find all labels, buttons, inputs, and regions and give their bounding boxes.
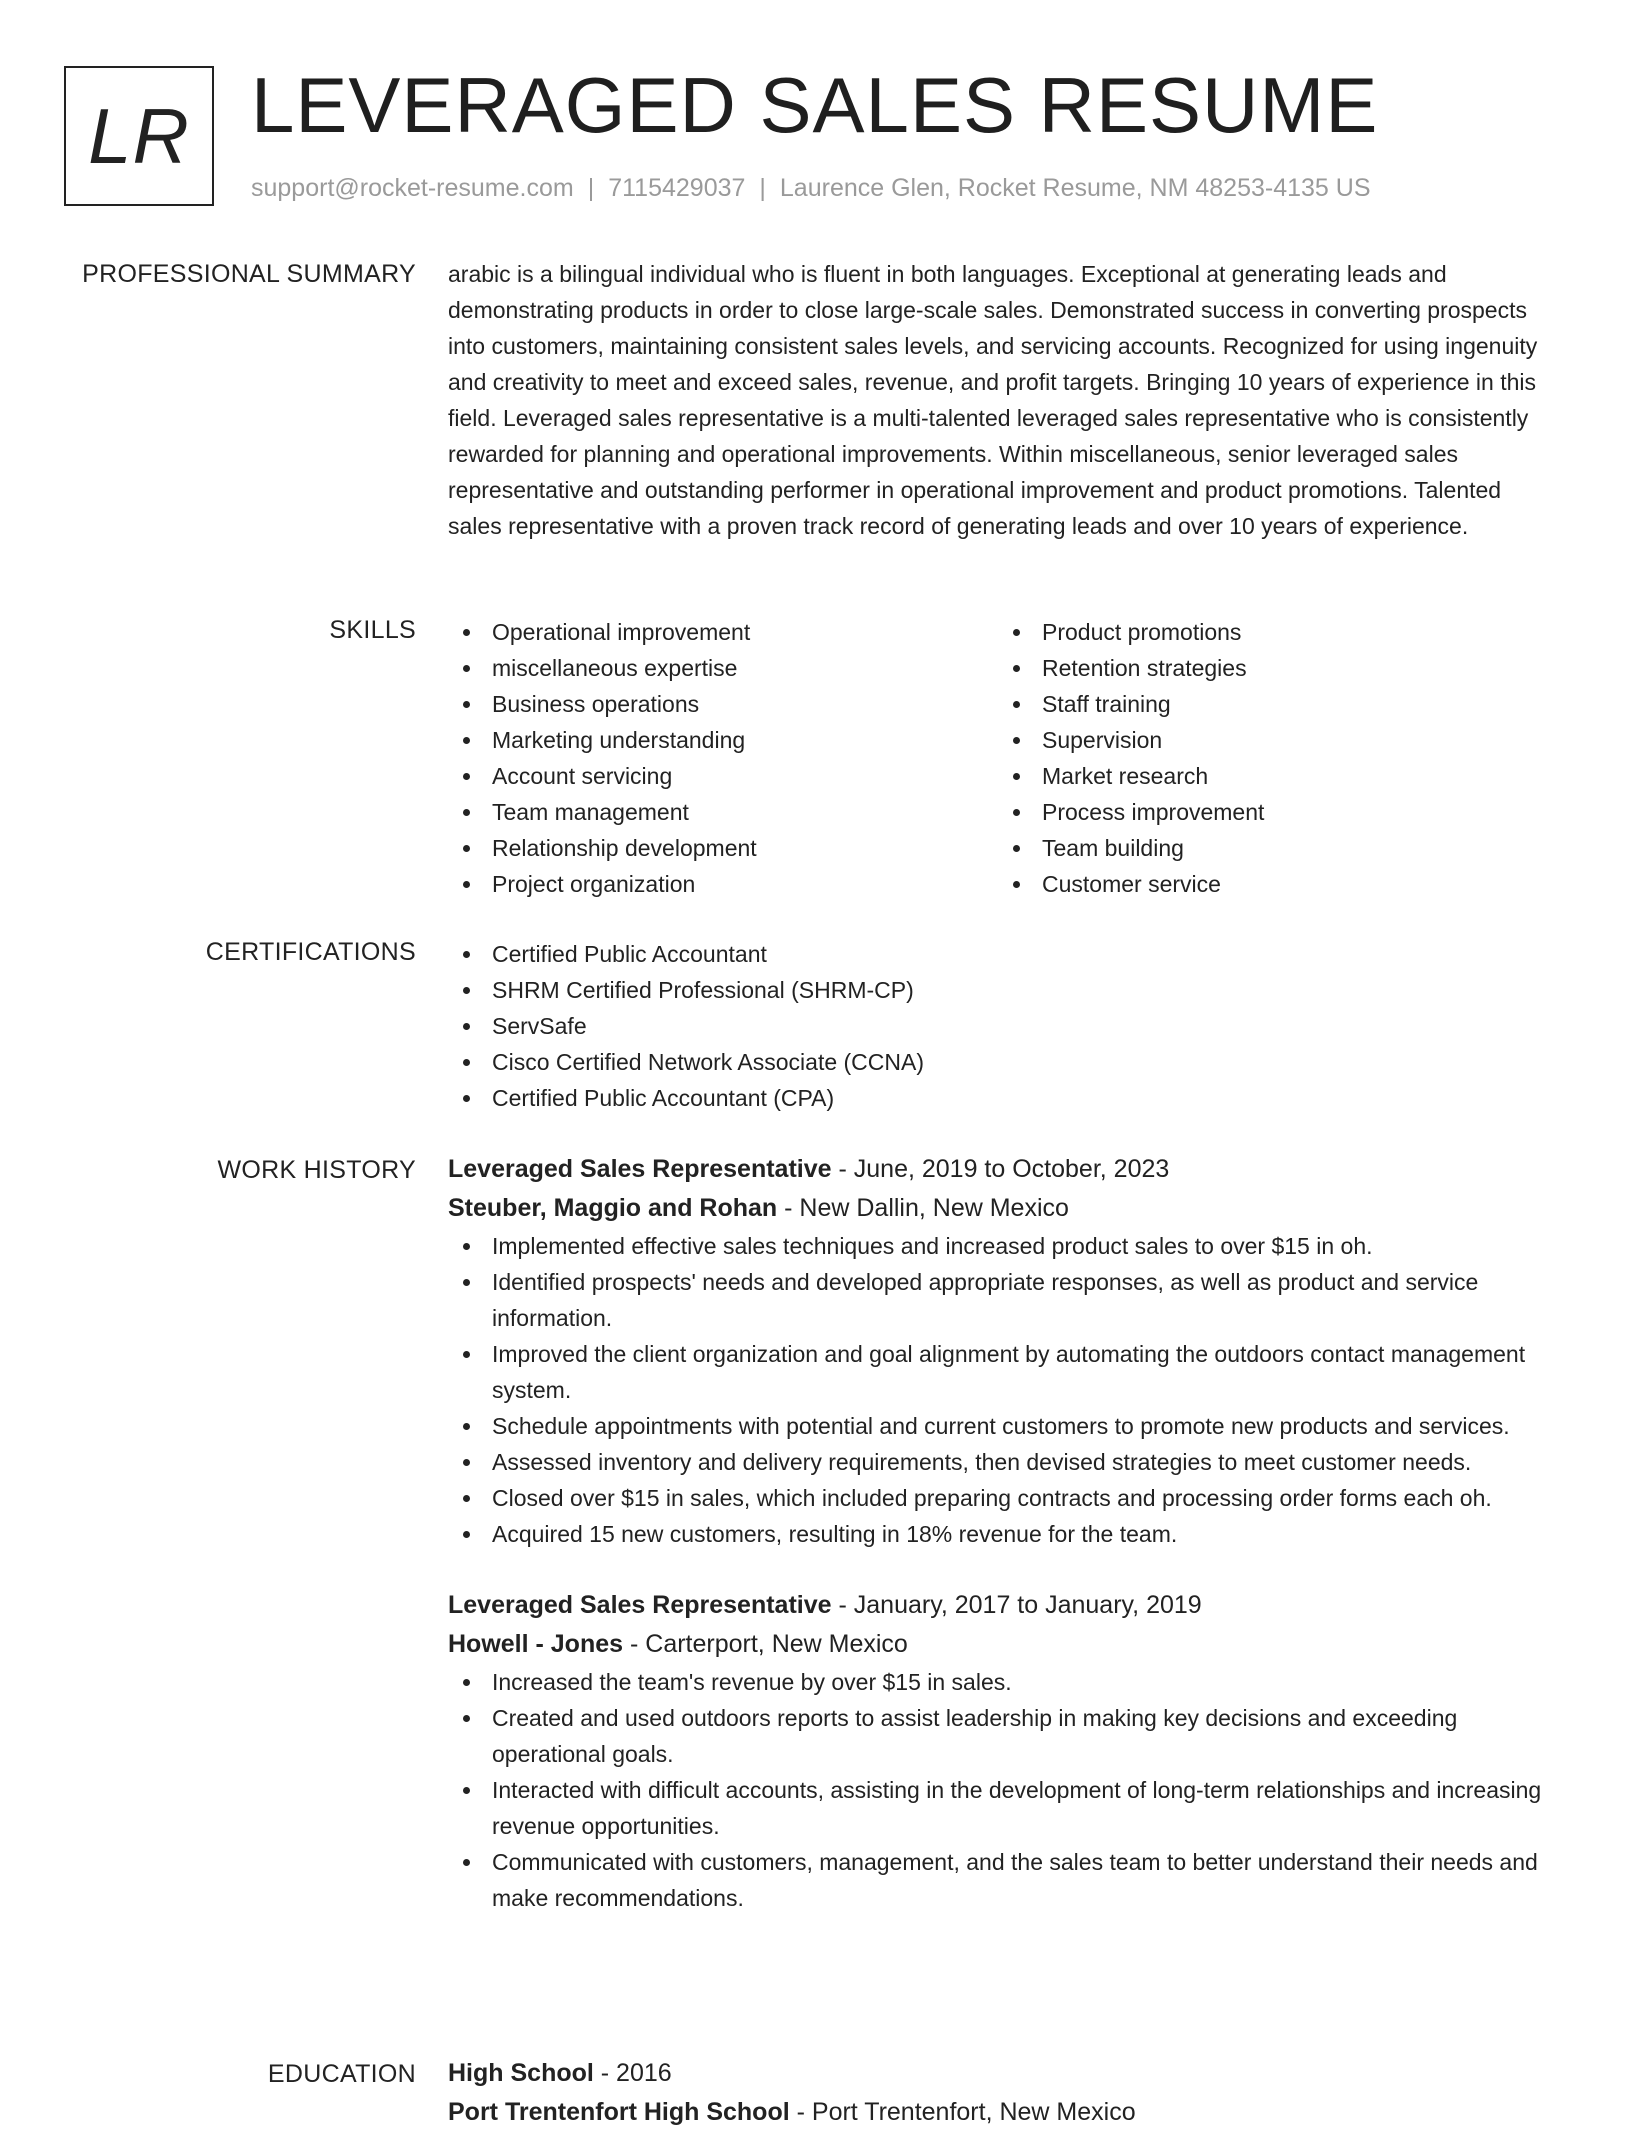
list-item: SHRM Certified Professional (SHRM-CP) (448, 972, 1560, 1008)
list-item: Project organization (448, 866, 998, 902)
list-item: Customer service (998, 866, 1548, 902)
list-item: Closed over $15 in sales, which included preparing contracts and processing order forms each oh. (448, 1480, 1560, 1516)
education-year: - 2016 (593, 2059, 672, 2087)
education-degree-line (448, 2054, 1560, 2093)
job-location: - New Dallin, New Mexico (777, 1194, 1069, 1222)
section-label-certifications: CERTIFICATIONS (205, 938, 416, 966)
section-label-skills: SKILLS (329, 616, 416, 644)
initials-monogram: LR (64, 66, 214, 206)
list-item: Certified Public Accountant (448, 936, 1560, 972)
list-item: Staff training (998, 686, 1548, 722)
resume-header (64, 61, 1564, 216)
resume-title: LEVERAGED SALES RESUME (251, 61, 1379, 149)
job-title: Leveraged Sales Representative (448, 1155, 832, 1183)
summary-body (448, 256, 1560, 544)
job-bullets (448, 1228, 1560, 1552)
section-label-summary: PROFESSIONAL SUMMARY (82, 260, 416, 288)
education-degree: High School (448, 2059, 594, 2087)
certifications-list (448, 936, 1560, 1116)
job-title-line (448, 1150, 1560, 1189)
list-item: Operational improvement (448, 614, 998, 650)
contact-email: support@rocket-resume.com (251, 174, 574, 202)
contact-line (251, 174, 1371, 203)
job-location: - Carterport, New Mexico (623, 1630, 908, 1658)
skills-grid (448, 614, 1560, 902)
list-item: Market research (998, 758, 1548, 794)
skills-list-right (998, 614, 1548, 902)
list-item: Process improvement (998, 794, 1548, 830)
list-item: Schedule appointments with potential and current customers to promote new products and services. (448, 1408, 1560, 1444)
job-dates: - June, 2019 to October, 2023 (831, 1155, 1170, 1183)
list-item: Increased the team's revenue by over $15 in sales. (448, 1664, 1560, 1700)
job-entry (448, 1586, 1560, 1916)
list-item: ServSafe (448, 1008, 1560, 1044)
job-company: Steuber, Maggio and Rohan (448, 1194, 778, 1222)
list-item: Interacted with difficult accounts, assisting in the development of long-term relationships and increasing revenue opportunities. (448, 1772, 1560, 1844)
list-item: Created and used outdoors reports to assist leadership in making key decisions and exceeding operational goals. (448, 1700, 1560, 1772)
contact-phone: 7115429037 (608, 174, 746, 202)
list-item: Assessed inventory and delivery requirements, then devised strategies to meet customer needs. (448, 1444, 1560, 1480)
list-item: Relationship development (448, 830, 998, 866)
list-item: Account servicing (448, 758, 998, 794)
summary-text: arabic is a bilingual individual who is fluent in both languages. Exceptional at generating leads and demonstrating products in order to close large-scale sales. Demonstrated success in converting prospects into customers, maintaining consistent sales levels, and servicing accounts. Recognized for using ingenuity and creativity to meet and exceed sales, revenue, and profit targets. Bringing 10 years of experience in this field. Leveraged sales representative is a multi-talented leveraged sales representative who is consistently rewarded for planning and operational improvements. Within miscellaneous, senior leveraged sales representative and outstanding performer in operational improvement and product promotions. Talented sales representative with a proven track record of generating leads and over 10 years of experience. (448, 261, 1538, 539)
list-item: Product promotions (998, 614, 1548, 650)
certifications-body (448, 936, 1560, 1116)
job-title-line (448, 1586, 1560, 1625)
section-label-work-history: WORK HISTORY (217, 1156, 416, 1184)
job-dates: - January, 2017 to January, 2019 (831, 1591, 1202, 1619)
list-item: Business operations (448, 686, 998, 722)
skills-body (448, 614, 1560, 902)
education-location: - Port Trentenfort, New Mexico (789, 2098, 1136, 2126)
job-entry (448, 1150, 1560, 1552)
list-item: Team building (998, 830, 1548, 866)
list-item: Retention strategies (998, 650, 1548, 686)
contact-separator: | (587, 174, 595, 202)
list-item: miscellaneous expertise (448, 650, 998, 686)
list-item: Acquired 15 new customers, resulting in 18% revenue for the team. (448, 1516, 1560, 1552)
skills-list-left (448, 614, 998, 902)
contact-separator: | (759, 174, 766, 202)
list-item: Communicated with customers, management, and the sales team to better understand their needs and make recommendations. (448, 1844, 1560, 1916)
section-label-education: EDUCATION (267, 2060, 416, 2088)
list-item: Identified prospects' needs and developed appropriate responses, as well as product and service information. (448, 1264, 1560, 1336)
contact-address: Laurence Glen, Rocket Resume, NM 48253-4135 US (779, 174, 1371, 202)
list-item: Team management (448, 794, 998, 830)
education-body (448, 2054, 1560, 2132)
list-item: Certified Public Accountant (CPA) (448, 1080, 1560, 1116)
job-company-line (448, 1189, 1560, 1228)
job-company: Howell - Jones (448, 1630, 624, 1658)
education-school: Port Trentenfort High School (448, 2098, 790, 2126)
job-title: Leveraged Sales Representative (448, 1591, 832, 1619)
education-school-line (448, 2093, 1560, 2132)
list-item: Implemented effective sales techniques and increased product sales to over $15 in oh. (448, 1228, 1560, 1264)
list-item: Marketing understanding (448, 722, 998, 758)
list-item: Supervision (998, 722, 1548, 758)
work-history-body (448, 1150, 1560, 1916)
job-company-line (448, 1625, 1560, 1664)
job-bullets (448, 1664, 1560, 1916)
list-item: Cisco Certified Network Associate (CCNA) (448, 1044, 1560, 1080)
list-item: Improved the client organization and goal alignment by automating the outdoors contact management system. (448, 1336, 1560, 1408)
